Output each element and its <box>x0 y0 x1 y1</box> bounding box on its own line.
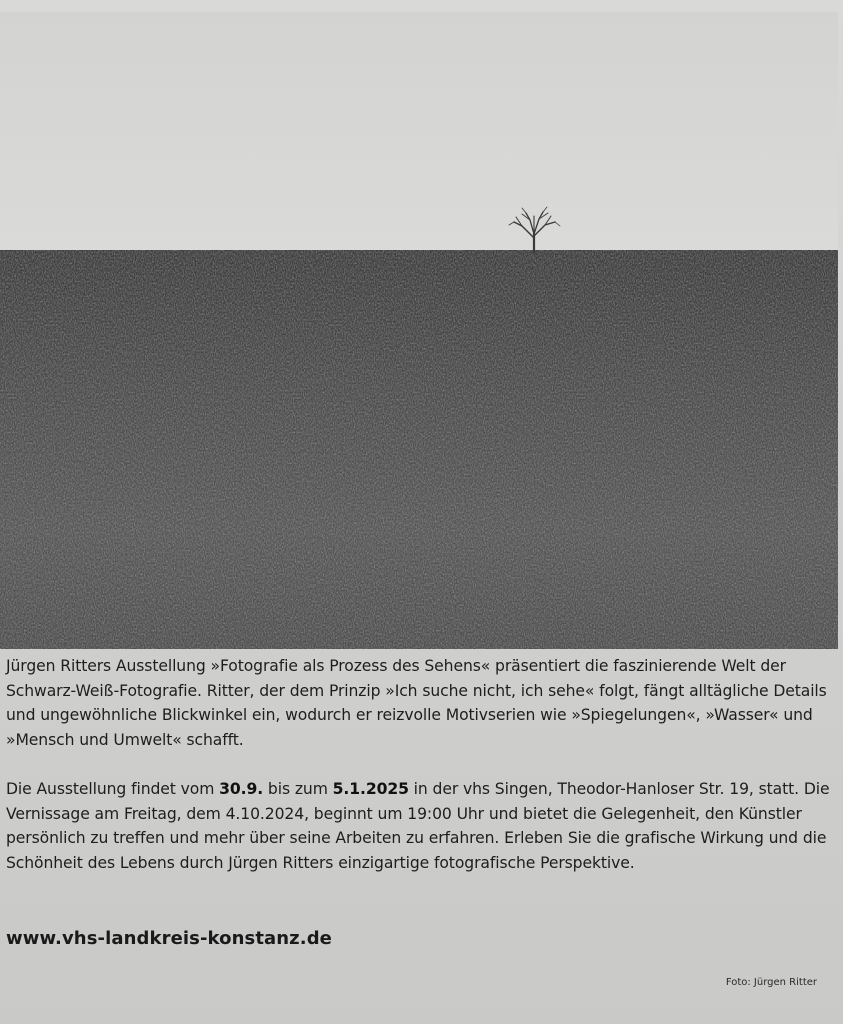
exhibition-photo <box>0 12 838 649</box>
exhibition-details <box>6 777 832 875</box>
photo-credit: Foto: Jürgen Ritter <box>725 977 817 988</box>
start-date: 30.9. <box>219 780 264 798</box>
sky <box>0 12 838 252</box>
end-date: 5.1.2025 <box>332 780 409 798</box>
field-texture <box>0 250 838 649</box>
details-text-2: bis zum <box>263 780 333 798</box>
website-url: www.vhs-landkreis-konstanz.de <box>6 928 332 949</box>
exhibition-description: Jürgen Ritters Ausstellung »Fotografie als Prozess des Sehens« präsentiert die faszinierende Welt der Schwarz-Weiß-Fotografie. Ritter, der dem Prinzip »Ich suche nicht, ich sehe« folgt, fängt alltägliche Details und ungewöhnliche Blickwinkel ein, wodurch er reizvolle Motivserien wie »Spiegelungen«, »Wasser« und »Mensch und Umwelt« schafft. <box>6 657 827 749</box>
details-text-3: in der vhs Singen, Theodor-Hanloser Str. 19, statt. Die Vernissage am Freitag, dem 4.10.2024, beginnt um 19:00 Uhr und bietet die Gelegenheit, den Künstler persönlich zu treffen und mehr über seine Arbeiten zu erfahren. Erleben Sie die grafische Wirkung und die Schönheit des Lebens durch Jürgen Ritters einzigartige fotografische Perspektive. <box>6 780 830 872</box>
details-text-1: Die Ausstellung findet vom <box>6 780 220 798</box>
landscape-photo-svg <box>0 12 838 649</box>
